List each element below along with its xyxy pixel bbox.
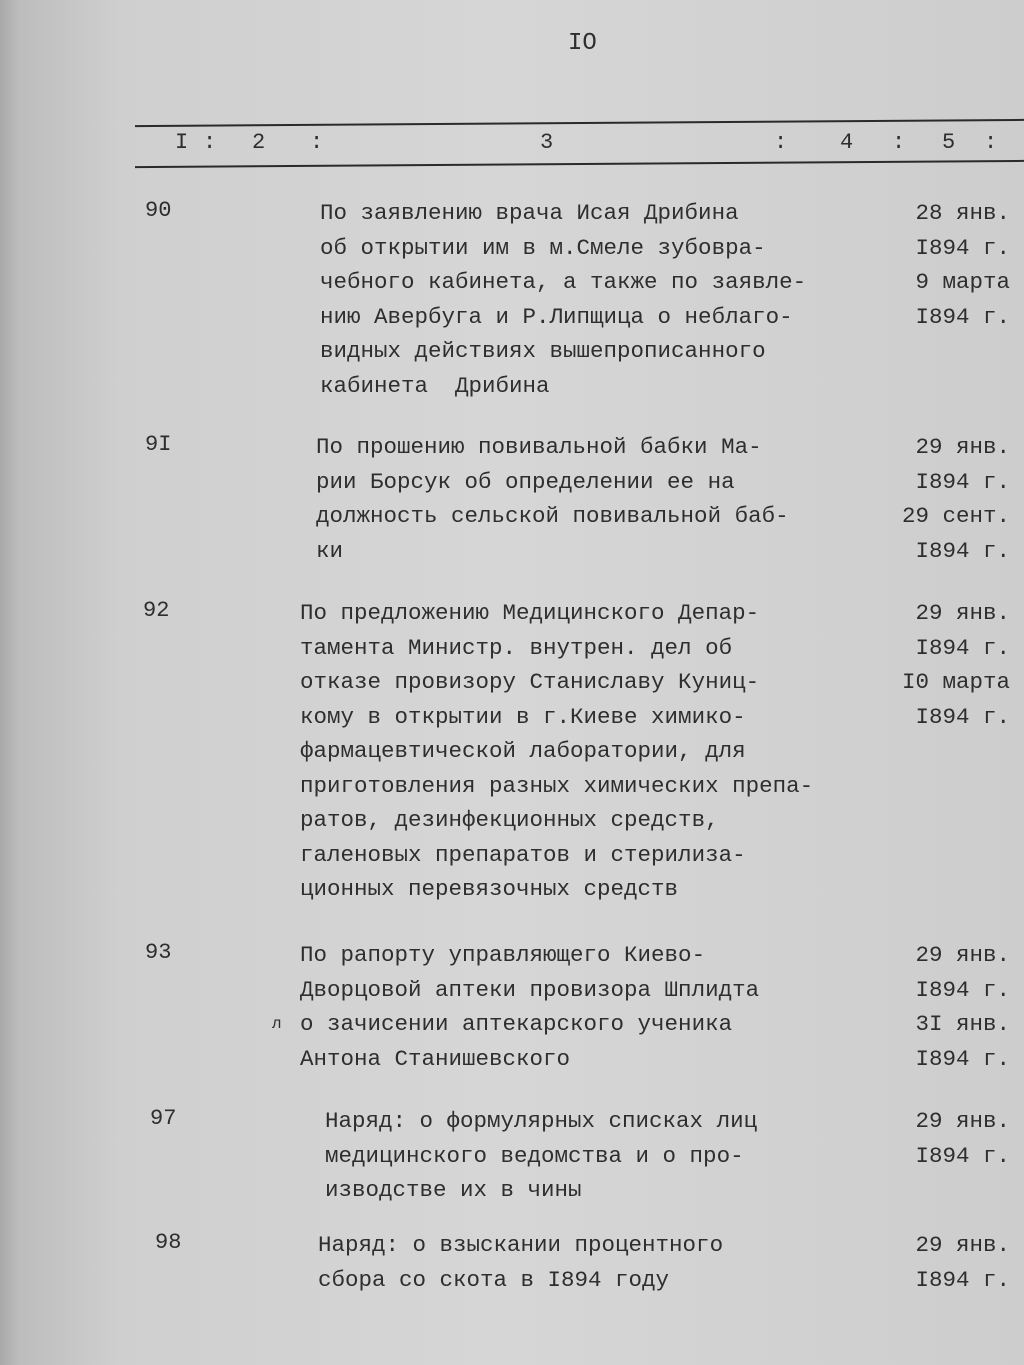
column-header-3: 3 — [540, 130, 554, 155]
entry-line — [300, 840, 1010, 870]
entry-date: 29 сент. — [901, 503, 1010, 529]
entry-text-line: отказе провизору Станиславу Куниц- — [300, 669, 760, 695]
entry-text-line: По заявлению врача Исая Дрибина — [320, 200, 739, 226]
entry-line — [300, 702, 1010, 732]
entry-line — [300, 667, 1010, 697]
entry-line — [300, 940, 1010, 970]
entry-text-line: кабинета Дрибина — [320, 372, 550, 399]
entry-text-line: тамента Министр. внутрен. дел об — [300, 634, 733, 661]
entry-text-line: ки — [316, 537, 344, 564]
entry-line — [300, 1009, 1010, 1039]
entry-line — [316, 536, 1010, 566]
column-header-1: I — [175, 130, 189, 155]
entry-date: 29 янв. — [915, 600, 1010, 626]
entry-number: 93 — [145, 940, 172, 965]
entry-line — [300, 874, 1010, 904]
entry-line — [325, 1141, 1010, 1171]
entry-date: I0 марта — [901, 669, 1010, 695]
entry-line — [320, 267, 1010, 297]
entry-date: 29 янв. — [915, 1108, 1010, 1134]
entry-line — [300, 771, 1010, 801]
entry-text-line: ратов, дезинфекционных средств, — [300, 807, 719, 833]
table-header-top-rule — [135, 119, 1024, 127]
entry-text-line: Наряд: о взыскании процентного — [318, 1232, 724, 1258]
entry-line — [300, 975, 1010, 1005]
entry-date: I894 г. — [915, 1045, 1010, 1072]
entry-date: I894 г. — [915, 1266, 1010, 1293]
entry-text-line: Антона Станишевского — [300, 1045, 571, 1072]
entry-date: I894 г. — [915, 234, 1010, 261]
entry-text-line: изводстве их в чины — [325, 1177, 582, 1203]
entry-number: 92 — [143, 598, 170, 623]
entry-line — [316, 432, 1010, 462]
entry-text-line: Дворцовой аптеки провизора Шплидта — [300, 976, 760, 1003]
entry-text-line: сбора со скота в I894 году — [318, 1266, 670, 1293]
entry-date: 29 янв. — [915, 434, 1010, 460]
page-number: IO — [568, 30, 597, 57]
entry-line — [325, 1175, 1010, 1205]
entry-line — [300, 805, 1010, 835]
entry-line — [320, 302, 1010, 332]
entry-text-line: медицинского ведомства и о про- — [325, 1142, 744, 1169]
entry-line — [320, 336, 1010, 366]
entry-text-line: кому в открытии в г.Киеве химико- — [300, 703, 746, 730]
entry-text-line: рии Борсук об определении ее на — [316, 468, 735, 495]
entry-line — [320, 233, 1010, 263]
column-separator: : — [984, 130, 998, 155]
entry-date: 9 марта — [915, 269, 1010, 295]
handwritten-correction: л — [272, 1015, 282, 1033]
entry-date: I894 г. — [915, 303, 1010, 330]
entry-line — [325, 1106, 1010, 1136]
entry-date: I894 г. — [915, 1142, 1010, 1169]
entry-text-line: По прошению повивальной бабки Ма- — [316, 434, 762, 460]
entry-line — [300, 633, 1010, 663]
entry-text-line: ционных перевязочных средств — [300, 876, 679, 902]
entry-date: 3I янв. — [915, 1011, 1010, 1037]
table-header-bottom-rule — [135, 160, 1024, 168]
entry-line — [320, 371, 1010, 401]
entry-text-line: приготовления разных химических препа- — [300, 772, 814, 799]
entry-text-line: нию Авербуга и Р.Липщица о неблаго- — [320, 303, 793, 330]
entry-text-line: Наряд: о формулярных списках лиц — [325, 1108, 758, 1134]
column-separator: : — [203, 130, 217, 155]
entry-number: 98 — [155, 1230, 182, 1255]
entry-date: I894 г. — [915, 468, 1010, 495]
entry-line — [318, 1265, 1010, 1295]
column-separator: : — [774, 130, 788, 155]
entry-line — [300, 598, 1010, 628]
column-header-2: 2 — [252, 130, 266, 155]
entry-date: I894 г. — [915, 703, 1010, 730]
entry-text-line: галеновых препаратов и стерилиза- — [300, 841, 746, 868]
entry-text-line: должность сельской повивальной баб- — [316, 503, 789, 529]
entry-text-line: чебного кабинета, а также по заявле- — [320, 269, 807, 295]
entry-text-line: об открытии им в м.Смеле зубовра- — [320, 234, 766, 261]
column-separator: : — [310, 130, 324, 155]
entry-line — [300, 1044, 1010, 1074]
entry-line — [316, 501, 1010, 531]
entry-date: I894 г. — [915, 537, 1010, 564]
entry-text-line: видных действиях вышепрописанного — [320, 338, 766, 364]
entry-text-line: фармацевтической лаборатории, для — [300, 738, 746, 764]
entry-date: 29 янв. — [915, 1232, 1010, 1258]
entry-date: 29 янв. — [915, 942, 1010, 968]
entry-date: I894 г. — [915, 976, 1010, 1003]
column-header-4: 4 — [840, 130, 854, 155]
entry-line — [318, 1230, 1010, 1260]
entry-number: 97 — [150, 1106, 177, 1131]
entry-date: 28 янв. — [915, 200, 1010, 226]
entry-line — [320, 198, 1010, 228]
column-header-5: 5 — [942, 130, 956, 155]
column-separator: : — [892, 130, 906, 155]
entry-number: 90 — [145, 198, 172, 223]
entry-text-line: о зачисении аптекарского ученика — [300, 1011, 733, 1037]
entry-line — [300, 736, 1010, 766]
entry-number: 9I — [145, 432, 172, 457]
entry-text-line: По предложению Медицинского Депар- — [300, 600, 760, 626]
entry-text-line: По рапорту управляющего Киево- — [300, 942, 706, 968]
entry-date: I894 г. — [915, 634, 1010, 661]
entry-line — [316, 467, 1010, 497]
